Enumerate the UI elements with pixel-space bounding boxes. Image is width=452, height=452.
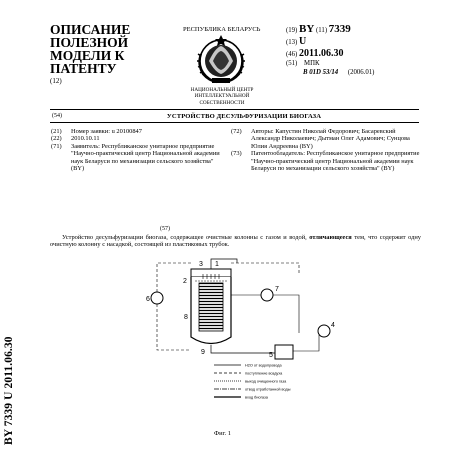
figure-label: 5 bbox=[269, 352, 273, 359]
title-line: ОПИСАНИЕ bbox=[50, 22, 131, 37]
figure-1-diagram bbox=[119, 255, 369, 420]
figure-labels bbox=[146, 261, 335, 359]
figure-caption: Фиг. 1 bbox=[214, 430, 232, 437]
inid-code: (21) bbox=[51, 128, 62, 135]
claim-text bbox=[50, 234, 421, 249]
entry-22 bbox=[51, 135, 227, 142]
utility-model-title: УСТРОЙСТВО ДЕСУЛЬФУРИЗАЦИИ БИОГАЗА bbox=[166, 112, 322, 120]
inid-code: (71) bbox=[51, 142, 62, 150]
unit-5 bbox=[275, 345, 293, 359]
pump-7 bbox=[261, 289, 273, 301]
publication-date: 2011.06.30 bbox=[299, 48, 344, 59]
inid-code: (72) bbox=[231, 128, 242, 135]
inid-code: (11) bbox=[316, 27, 328, 34]
title-line: ПОЛЕЗНОЙ bbox=[50, 35, 129, 50]
figure-label: 2 bbox=[183, 278, 187, 285]
authors: Авторы: Капустин Николай Федорович; Басаревский Александр Николаевич; Дытман Олег Адамович; Сунцова Юлия Андреевна (BY) bbox=[251, 128, 410, 150]
figure-legend bbox=[214, 364, 291, 400]
bottom-outlet-line bbox=[211, 345, 275, 353]
inid-code: (13) bbox=[286, 39, 298, 46]
figure-label: 7 bbox=[275, 286, 279, 293]
claim-part-1: Устройство десульфуризации биогаза, содержащее очистные колонны с газом и водой, bbox=[62, 234, 307, 241]
entry-73 bbox=[231, 150, 421, 172]
entry-71 bbox=[51, 143, 227, 173]
inid-code: (51) bbox=[286, 60, 298, 67]
date-row bbox=[286, 48, 374, 60]
figure-label: 8 bbox=[184, 314, 188, 321]
scrubber-column bbox=[191, 269, 231, 344]
republic-name: РЕСПУБЛИКА БЕЛАРУСЬ bbox=[183, 26, 261, 33]
claim-keyword: отличающееся bbox=[309, 234, 352, 241]
inid-code-57: (57) bbox=[160, 226, 170, 232]
document-code-12: (12) bbox=[50, 77, 62, 85]
figure-label: 6 bbox=[146, 296, 150, 303]
state-emblem-icon bbox=[195, 34, 247, 86]
figure-label: 9 bbox=[201, 349, 205, 356]
patent-number: 7339 bbox=[328, 23, 351, 35]
mpk-value-row bbox=[286, 68, 374, 77]
mpk-row bbox=[286, 60, 374, 68]
claim-part-2: тем, что содержит одну очистную колонну с насадкой, состоящей из пластиковых трубок. bbox=[50, 234, 421, 249]
inid-code-54: (54) bbox=[52, 113, 62, 119]
pump-6 bbox=[151, 292, 163, 304]
mpk-label: МПК bbox=[304, 60, 320, 67]
figure-label: 1 bbox=[215, 261, 219, 268]
left-entries bbox=[51, 128, 227, 172]
mpk-value: B 01D 53/14 bbox=[303, 68, 339, 76]
side-document-code: BY 7339 U 2011.06.30 bbox=[3, 336, 15, 445]
country-code: BY bbox=[299, 23, 315, 35]
legend-item: H2O от водопровода bbox=[245, 363, 282, 368]
inid-code: (19) bbox=[286, 27, 298, 34]
right-circulation-line bbox=[231, 263, 299, 275]
divider-top bbox=[50, 109, 419, 110]
entry-21 bbox=[51, 128, 227, 135]
title-line: МОДЕЛИ К bbox=[50, 48, 125, 63]
patent-holder: Патентообладатель: Республиканское унитарное предприятие "Научно-практический центр Национальной академии наук Беларуси по механизации сельского хозяйства" (BY) bbox=[251, 150, 420, 173]
entry-72 bbox=[231, 128, 421, 150]
legend-item: вход биогаза bbox=[245, 395, 268, 400]
bibliographic-block bbox=[286, 24, 374, 77]
inid-code: (22) bbox=[51, 135, 62, 143]
document-type-title bbox=[50, 23, 145, 75]
figure-label: 3 bbox=[199, 261, 203, 268]
left-circulation-line bbox=[157, 263, 191, 350]
country-number-row bbox=[286, 24, 374, 36]
inid-code: (46) bbox=[286, 51, 298, 58]
pump-4 bbox=[318, 325, 330, 337]
legend-item: отвод отработанной воды bbox=[245, 387, 291, 392]
kind-row bbox=[286, 36, 374, 48]
title-line: ПАТЕНТУ bbox=[50, 61, 117, 76]
patent-office-name: НАЦИОНАЛЬНЫЙ ЦЕНТР ИНТЕЛЛЕКТУАЛЬНОЙ СОБСТВЕННОСТИ bbox=[190, 87, 254, 106]
applicant: Заявитель: Республиканское унитарное предприятие "Научно-практический центр Национальной академии наук Беларуси по механизации сельского хозяйства" (BY) bbox=[71, 142, 220, 173]
right-entries bbox=[231, 128, 421, 172]
kind-code: U bbox=[299, 36, 307, 47]
application-number: Номер заявки: u 20100847 bbox=[71, 128, 142, 135]
legend-item: выход очищенного газа bbox=[245, 379, 287, 384]
filing-date: 2010.10.11 bbox=[71, 135, 100, 143]
mpk-year: (2006.01) bbox=[347, 68, 375, 76]
inid-code: (73) bbox=[231, 150, 242, 158]
figure-label: 4 bbox=[331, 322, 335, 329]
divider-bottom bbox=[50, 122, 419, 123]
legend-item: поступление воздуха bbox=[245, 371, 283, 376]
